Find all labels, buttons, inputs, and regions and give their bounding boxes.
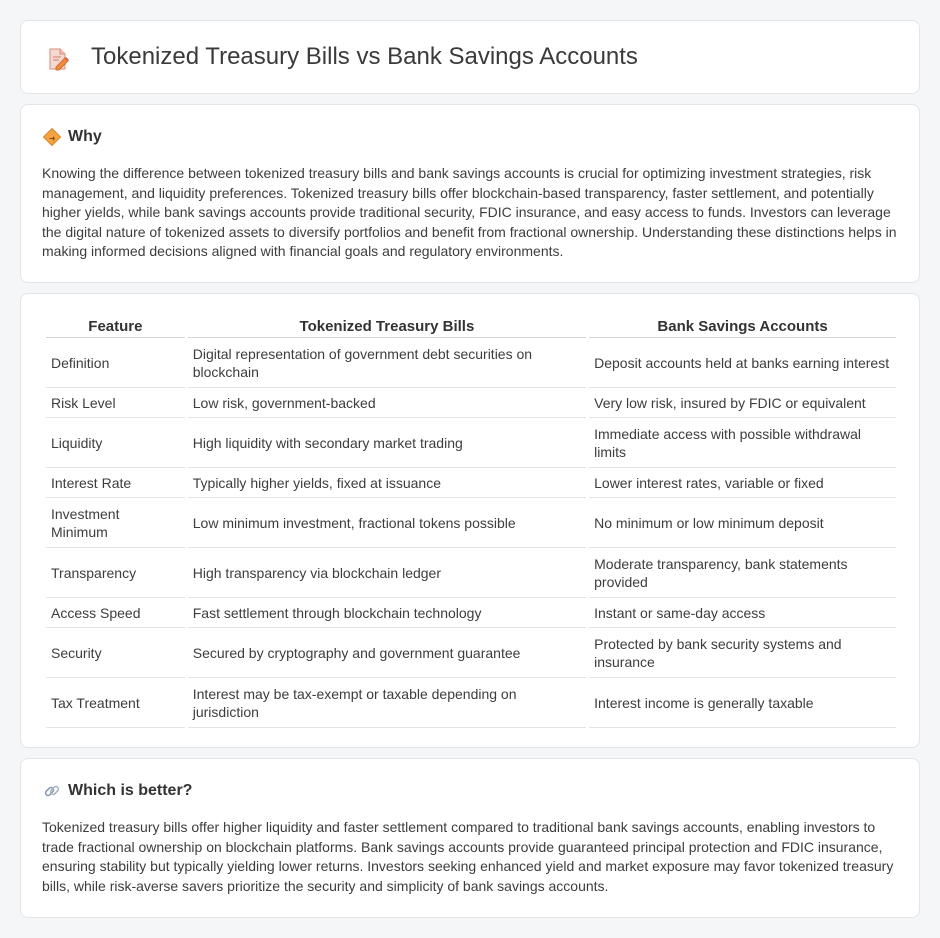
tokenized-cell: High transparency via blockchain ledger: [188, 548, 586, 598]
header-feature: Feature: [46, 316, 185, 338]
table-header-row: [46, 316, 896, 338]
feature-cell: Interest Rate: [46, 468, 185, 498]
diamond-sign-icon: [43, 128, 61, 146]
bank-cell: No minimum or low minimum deposit: [589, 498, 896, 548]
tokenized-cell: High liquidity with secondary market trading: [188, 418, 586, 468]
page-title: Tokenized Treasury Bills vs Bank Savings Accounts: [91, 43, 638, 70]
bank-cell: Instant or same-day access: [589, 598, 896, 628]
tokenized-cell: Typically higher yields, fixed at issuance: [188, 468, 586, 498]
table-row: [46, 338, 896, 388]
feature-cell: Definition: [46, 338, 185, 388]
comparison-section: [20, 293, 920, 748]
table-row: [46, 548, 896, 598]
bank-cell: Lower interest rates, variable or fixed: [589, 468, 896, 498]
bank-cell: Protected by bank security systems and insurance: [589, 628, 896, 678]
title-card: [20, 20, 920, 94]
tokenized-cell: Secured by cryptography and government guarantee: [188, 628, 586, 678]
table-row: [46, 678, 896, 728]
bank-cell: Very low risk, insured by FDIC or equivalent: [589, 388, 896, 418]
bank-cell: Interest income is generally taxable: [589, 678, 896, 728]
table-row: [46, 498, 896, 548]
comparison-table: [43, 316, 899, 728]
feature-cell: Transparency: [46, 548, 185, 598]
why-header: [43, 127, 102, 147]
better-body: Tokenized treasury bills offer higher liquidity and faster settlement compared to traditional bank savings accounts, enabling investors to trade fractional ownership on blockchain platforms. Bank savings accounts provide guaranteed principal protection and FDIC insurance, ensuring stability but typically yielding lower returns. Investors seeking enhanced yield and market exposure may favor tokenized treasury bills, while risk-averse savers prioritize the security and simplicity of bank savings accounts.: [42, 819, 894, 894]
why-body: Knowing the difference between tokenized treasury bills and bank savings accounts is crucial for optimizing investment strategies, risk management, and liquidity preferences. Tokenized treasury bills offer blockchain-based transparency, faster settlement, and potentially higher yields, while bank savings accounts provide traditional security, FDIC insurance, and easy access to funds. Investors can leverage the digital nature of tokenized assets to diversify portfolios and benefit from fractional ownership. Understanding these distinctions helps in making informed decisions aligned with financial goals and regulatory environments.: [42, 165, 897, 259]
tokenized-cell: Fast settlement through blockchain technology: [188, 598, 586, 628]
table-row: [46, 598, 896, 628]
tokenized-cell: Digital representation of government debt securities on blockchain: [188, 338, 586, 388]
why-title: Why: [68, 128, 102, 145]
link-icon: [43, 782, 61, 800]
table-row: [46, 468, 896, 498]
which-better-section: [20, 758, 920, 918]
table-row: [46, 418, 896, 468]
tokenized-cell: Interest may be tax-exempt or taxable depending on jurisdiction: [188, 678, 586, 728]
document-pencil-icon: [47, 47, 69, 71]
why-section: [20, 104, 920, 283]
tokenized-cell: Low risk, government-backed: [188, 388, 586, 418]
bank-cell: Moderate transparency, bank statements provided: [589, 548, 896, 598]
bank-cell: Deposit accounts held at banks earning interest: [589, 338, 896, 388]
table-row: [46, 628, 896, 678]
bank-cell: Immediate access with possible withdrawal limits: [589, 418, 896, 468]
table-row: [46, 388, 896, 418]
feature-cell: Investment Minimum: [46, 498, 185, 548]
better-title: Which is better?: [68, 782, 193, 799]
header-bank: Bank Savings Accounts: [589, 316, 896, 338]
feature-cell: Risk Level: [46, 388, 185, 418]
feature-cell: Security: [46, 628, 185, 678]
feature-cell: Liquidity: [46, 418, 185, 468]
tokenized-cell: Low minimum investment, fractional tokens possible: [188, 498, 586, 548]
header-tokenized: Tokenized Treasury Bills: [188, 316, 586, 338]
better-header: [43, 781, 192, 801]
feature-cell: Tax Treatment: [46, 678, 185, 728]
feature-cell: Access Speed: [46, 598, 185, 628]
